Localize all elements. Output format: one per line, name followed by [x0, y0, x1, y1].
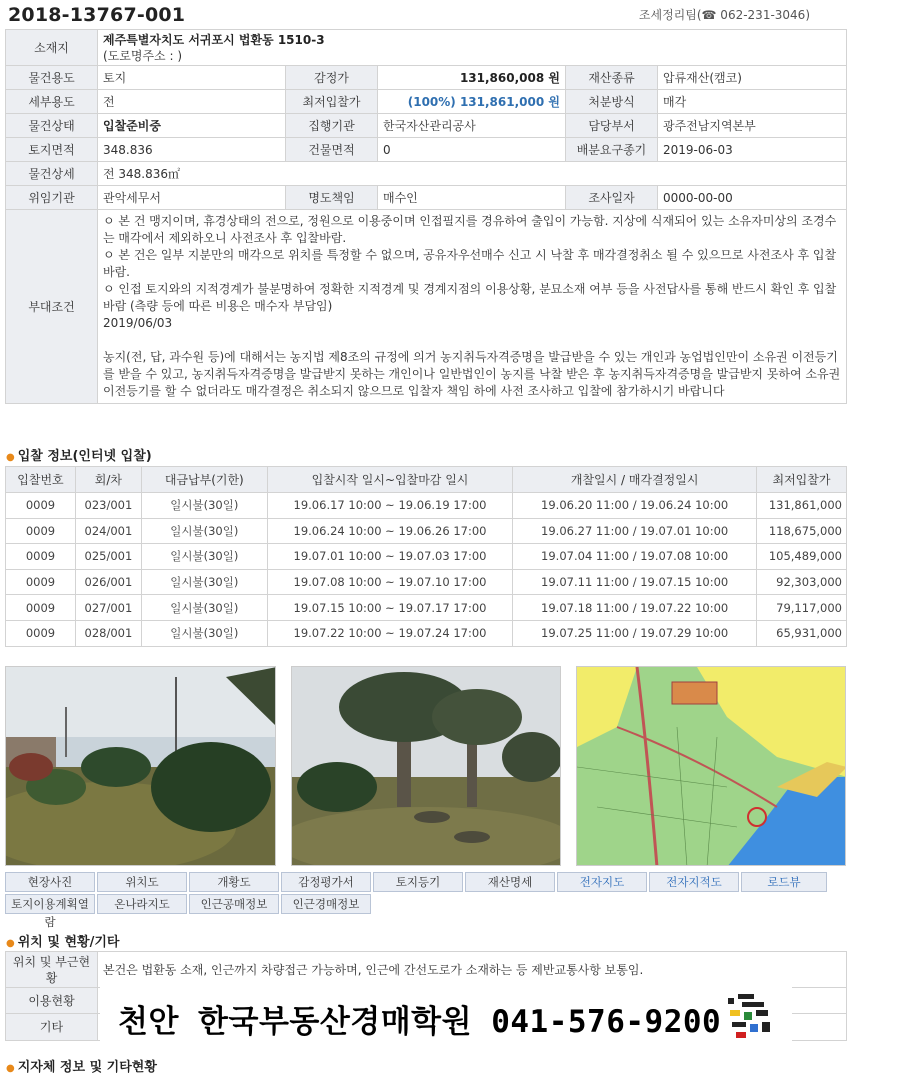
bid-row: [6, 620, 847, 646]
bid-cell: 19.06.17 10:00 ~ 19.06.19 17:00: [267, 493, 513, 519]
delegator-label: 위임기관: [6, 186, 98, 210]
doc-button-row2-3[interactable]: 인근경매정보: [281, 894, 371, 914]
bid-cell: 19.07.08 10:00 ~ 19.07.10 17:00: [267, 569, 513, 595]
condition-4: 농지(전, 답, 과수원 등)에 대해서는 농지법 제8조의 규정에 의거 농지취득자격증명을 발급받을 수 있는 개인과 농업법인만이 소유권 이전등기를 받을 수 있고, 농지취득자격증명을 발급받지 못하는 개인이나 일반법인이 농지를 낙찰 받은 후 농지취득자격증명을 발급받지 못하여 소유권이전등기를 할 수 없더라도 매각결정은 취소되지 않으므로 입찰자 책임 하에 사전 조사하고 입찰에 참가하시기 바랍니다: [103, 350, 841, 398]
condition-date: 2019/06/03: [103, 316, 173, 330]
transfer-label: 명도책임: [286, 186, 378, 210]
bid-cell: 0009: [6, 544, 76, 570]
road-address: (도로명주소 : ): [103, 48, 182, 63]
bid-cell: 19.07.25 11:00 / 19.07.29 10:00: [513, 620, 757, 646]
loc-label-etc: 기타: [6, 1014, 98, 1041]
appraisal-label: 감정가: [286, 66, 378, 90]
bid-row: [6, 493, 847, 519]
bid-cell: 일시불(30일): [141, 595, 267, 621]
detail-value: 전 348.836㎡: [98, 162, 847, 186]
location-label: 소재지: [6, 30, 98, 66]
disposal-label: 처분방식: [566, 90, 658, 114]
bid-cell: 19.07.01 10:00 ~ 19.07.03 17:00: [267, 544, 513, 570]
bid-header-2: 대금납부(기한): [141, 467, 267, 493]
bid-row: [6, 518, 847, 544]
bid-header-4: 개찰일시 / 매각결정일시: [513, 467, 757, 493]
transfer-value: 매수인: [378, 186, 566, 210]
dept-label: 담당부서: [566, 114, 658, 138]
bid-cell: 105,489,000: [756, 544, 846, 570]
site-photo-2-image: [292, 667, 561, 866]
bid-header-3: 입찰시작 일시~입찰마감 일시: [267, 467, 513, 493]
bldg-area-value: 0: [378, 138, 566, 162]
doc-button-6[interactable]: 전자지도: [557, 872, 647, 892]
bid-cell: 19.07.04 11:00 / 19.07.08 10:00: [513, 544, 757, 570]
bid-cell: 19.07.22 10:00 ~ 19.07.24 17:00: [267, 620, 513, 646]
appraisal-value: 131,860,008 원: [378, 66, 566, 90]
doc-button-8[interactable]: 로드뷰: [741, 872, 827, 892]
min-bid-value: (100%) 131,861,000 원: [378, 90, 566, 114]
status-label: 물건상태: [6, 114, 98, 138]
doc-button-3[interactable]: 감정평가서: [281, 872, 371, 892]
asset-type-value: 압류재산(캠코): [658, 66, 847, 90]
bid-row: [6, 569, 847, 595]
location-map[interactable]: [576, 666, 846, 866]
bid-cell: 024/001: [75, 518, 141, 544]
bid-info-table: [5, 466, 847, 647]
bid-header-5: 최저입찰가: [756, 467, 846, 493]
doc-button-1[interactable]: 위치도: [97, 872, 187, 892]
loc-label-nearby: 위치 및 부근현황: [6, 952, 98, 988]
bid-cell: 027/001: [75, 595, 141, 621]
banner-text: 천안 한국부동산경매학원 041-576-9200: [118, 1004, 722, 1040]
bldg-area-label: 건물면적: [286, 138, 378, 162]
address: 제주특별자치도 서귀포시 법환동 1510-3: [103, 32, 325, 47]
contact-info: 조세정리팀(☎ 062-231-3046): [638, 8, 810, 22]
doc-button-4[interactable]: 토지등기: [373, 872, 463, 892]
detail-usage-label: 세부용도: [6, 90, 98, 114]
bid-cell: 118,675,000: [756, 518, 846, 544]
bid-cell: 0009: [6, 620, 76, 646]
condition-1: ㅇ 본 건 맹지이며, 휴경상태의 전으로, 정원으로 이용중이며 인접필지를 경유하여 출입이 가능함. 지상에 식재되어 있는 소유자미상의 조경수는 매각에서 제외하오니 사전조사 후 입찰바람.: [103, 214, 837, 245]
address-cell: [98, 30, 847, 66]
site-photo-2[interactable]: [291, 666, 561, 866]
bid-cell: 19.06.24 10:00 ~ 19.06.26 17:00: [267, 518, 513, 544]
dist-deadline-value: 2019-06-03: [658, 138, 847, 162]
conditions-label: 부대조건: [6, 210, 98, 404]
bid-row: [6, 544, 847, 570]
delegator-value: 관악세무서: [98, 186, 286, 210]
site-photo-1-image: [6, 667, 276, 866]
bid-cell: 028/001: [75, 620, 141, 646]
case-number: 2018-13767-001: [8, 4, 186, 26]
dept-value: 광주전남지역본부: [658, 114, 847, 138]
location-map-image: [577, 667, 846, 866]
doc-button-2[interactable]: 개황도: [189, 872, 279, 892]
location-section-title: ● 위치 및 현황/기타: [6, 935, 120, 950]
detail-usage-value: 전: [98, 90, 286, 114]
conditions-text: [98, 210, 847, 404]
bid-cell: 19.07.18 11:00 / 19.07.22 10:00: [513, 595, 757, 621]
usage-value: 토지: [98, 66, 286, 90]
bid-cell: 일시불(30일): [141, 518, 267, 544]
bid-header-0: 입찰번호: [6, 467, 76, 493]
condition-2: ㅇ 본 건은 일부 지분만의 매각으로 위치를 특정할 수 없으며, 공유자우선매수 신고 시 낙찰 후 매각결정취소 될 수 있으므로 사전조사 후 입찰바람.: [103, 248, 837, 279]
watermark-banner: [100, 986, 792, 1044]
site-photo-1[interactable]: [5, 666, 276, 866]
doc-button-0[interactable]: 현장사진: [5, 872, 95, 892]
status-value: 입찰준비중: [98, 114, 286, 138]
loc-label-usage: 이용현황: [6, 988, 98, 1014]
bid-cell: 79,117,000: [756, 595, 846, 621]
survey-label: 조사일자: [566, 186, 658, 210]
bid-cell: 일시불(30일): [141, 544, 267, 570]
bid-cell: 65,931,000: [756, 620, 846, 646]
doc-button-row2-0[interactable]: 토지이용계획열람: [5, 894, 95, 914]
survey-value: 0000-00-00: [658, 186, 847, 210]
bid-cell: 일시불(30일): [141, 569, 267, 595]
doc-button-5[interactable]: 재산명세: [465, 872, 555, 892]
condition-3: ㅇ 인접 토지와의 지적경계가 불분명하여 정확한 지적경계 및 경계지점의 이용상황, 분묘소재 여부 등을 사전답사를 통해 반드시 확인 후 입찰바람 (측량 등에 따른 비용은 매수자 부담임): [103, 282, 837, 313]
bid-cell: 023/001: [75, 493, 141, 519]
doc-button-7[interactable]: 전자지적도: [649, 872, 739, 892]
bid-cell: 0009: [6, 518, 76, 544]
usage-label: 물건용도: [6, 66, 98, 90]
asset-type-label: 재산종류: [566, 66, 658, 90]
bid-cell: 19.06.20 11:00 / 19.06.24 10:00: [513, 493, 757, 519]
bid-cell: 131,861,000: [756, 493, 846, 519]
land-area-label: 토지면적: [6, 138, 98, 162]
bid-cell: 일시불(30일): [141, 493, 267, 519]
agency-value: 한국자산관리공사: [378, 114, 566, 138]
bid-cell: 19.06.27 11:00 / 19.07.01 10:00: [513, 518, 757, 544]
bid-cell: 0009: [6, 569, 76, 595]
bid-cell: 일시불(30일): [141, 620, 267, 646]
bid-header-1: 회/차: [75, 467, 141, 493]
detail-label: 물건상세: [6, 162, 98, 186]
bid-cell: 0009: [6, 493, 76, 519]
disposal-value: 매각: [658, 90, 847, 114]
doc-button-row2-2[interactable]: 인근공매정보: [189, 894, 279, 914]
bid-row: [6, 595, 847, 621]
loc-text-nearby: 본건은 법환동 소재, 인근까지 차량접근 가능하며, 인근에 간선도로가 소재하는 등 제반교통사항 보통임.: [98, 952, 847, 988]
local-gov-section-title: ● 지자체 정보 및 기타현황: [6, 1060, 157, 1075]
doc-button-row2-1[interactable]: 온나라지도: [97, 894, 187, 914]
bid-section-title: ● 입찰 정보(인터넷 입찰): [6, 449, 152, 464]
agency-label: 집행기관: [286, 114, 378, 138]
academy-logo-icon: [724, 990, 774, 1040]
bid-cell: 19.07.15 10:00 ~ 19.07.17 17:00: [267, 595, 513, 621]
bid-cell: 92,303,000: [756, 569, 846, 595]
bid-cell: 025/001: [75, 544, 141, 570]
min-bid-label: 최저입찰가: [286, 90, 378, 114]
dist-deadline-label: 배분요구종기: [566, 138, 658, 162]
property-info-table: [5, 29, 847, 404]
bid-cell: 0009: [6, 595, 76, 621]
bid-cell: 19.07.11 11:00 / 19.07.15 10:00: [513, 569, 757, 595]
bid-cell: 026/001: [75, 569, 141, 595]
land-area-value: 348.836: [98, 138, 286, 162]
